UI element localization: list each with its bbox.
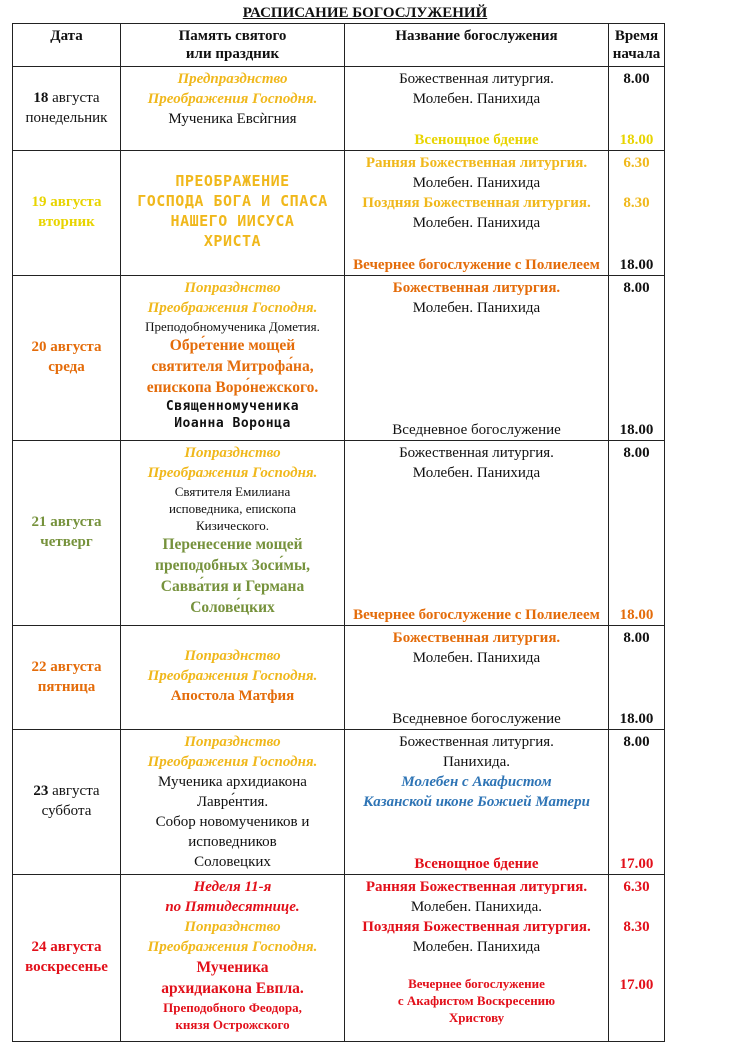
service-cell: Божественная литургия. Панихида. Молебен с Акафистом Казанской иконе Божией Матери Всенощное бдение <box>345 730 609 875</box>
date-cell: 22 августа пятница <box>13 626 121 730</box>
time-cell: 8.00 18.00 <box>609 67 665 151</box>
time-cell: 8.00 18.00 <box>609 276 665 441</box>
table-row <box>13 67 665 151</box>
table-row <box>13 626 665 730</box>
table-row <box>13 441 665 626</box>
header-service: Название богослужения <box>345 24 609 67</box>
service-cell: Божественная литургия. Молебен. Панихида Вседневное богослужение <box>345 626 609 730</box>
time-cell: 8.00 18.00 <box>609 626 665 730</box>
header-memory: Память святого или праздник <box>121 24 345 67</box>
service-cell: Божественная литургия. Молебен. Панихида Всенощное бдение <box>345 67 609 151</box>
page-title: РАСПИСАНИЕ БОГОСЛУЖЕНИЙ <box>242 5 488 21</box>
service-cell: Ранняя Божественная литургия. Молебен. Панихида. Поздняя Божественная литургия. Молебен. Панихида Вечернее богослужение с Акафистом Воскресению Христову <box>345 875 609 1042</box>
date-cell: 21 августа четверг <box>13 441 121 626</box>
time-cell: 6.30 8.30 18.00 <box>609 151 665 276</box>
date-cell: 18 августа понедельник <box>13 67 121 151</box>
table-row <box>13 276 665 441</box>
date-cell: 19 августа вторник <box>13 151 121 276</box>
header-time: Время начала <box>609 24 665 67</box>
service-cell: Божественная литургия. Молебен. Панихида Вседневное богослужение <box>345 276 609 441</box>
memory-cell: Попразднство Преображения Господня. Святителя Емилиана исповедника, епископа Кизического. Перенесение мощей преподобных Зоси́мы, Савва́тия и Германа Солове́цких <box>121 441 345 626</box>
memory-cell: Предпразднство Преображения Господня. Мученика Евсѝгния <box>121 67 345 151</box>
service-cell: Ранняя Божественная литургия. Молебен. Панихида Поздняя Божественная литургия. Молебен. Панихида Вечернее богослужение с Полиелеем <box>345 151 609 276</box>
memory-cell: Попразднство Преображения Господня. Апостола Матфия <box>121 626 345 730</box>
memory-cell: Неделя 11-я по Пятидесятнице. Попразднство Преображения Господня. Мученика архидиакона Евпла. Преподобного Феодора, князя Острожского <box>121 875 345 1042</box>
date-cell: 20 августа среда <box>13 276 121 441</box>
date-cell: 24 августа воскресенье <box>13 875 121 1042</box>
time-cell: 8.00 18.00 <box>609 441 665 626</box>
table-row <box>13 875 665 1042</box>
table-row <box>13 151 665 276</box>
header-row <box>13 24 665 67</box>
table-row <box>13 730 665 875</box>
memory-cell: Попразднство Преображения Господня. Преподобномученика Дометия. Обре́тение мощей святителя Митрофа́на, епископа Воро́нежского. Священномученика Иоанна Воронца <box>121 276 345 441</box>
date-cell: 23 августа суббота <box>13 730 121 875</box>
header-date: Дата <box>13 24 121 67</box>
memory-cell: Попразднство Преображения Господня. Мученика архидиакона Лавре́нтия. Собор новомучеников и исповедников Соловецких <box>121 730 345 875</box>
schedule-table <box>12 23 665 1042</box>
time-cell: 6.30 8.30 17.00 <box>609 875 665 1042</box>
service-cell: Божественная литургия. Молебен. Панихида Вечернее богослужение с Полиелеем <box>345 441 609 626</box>
time-cell: 8.00 17.00 <box>609 730 665 875</box>
memory-cell: ПРЕОБРАЖЕНИЕ ГОСПОДА БОГА И СПАСА НАШЕГО ИИСУСА ХРИСТА <box>121 151 345 276</box>
